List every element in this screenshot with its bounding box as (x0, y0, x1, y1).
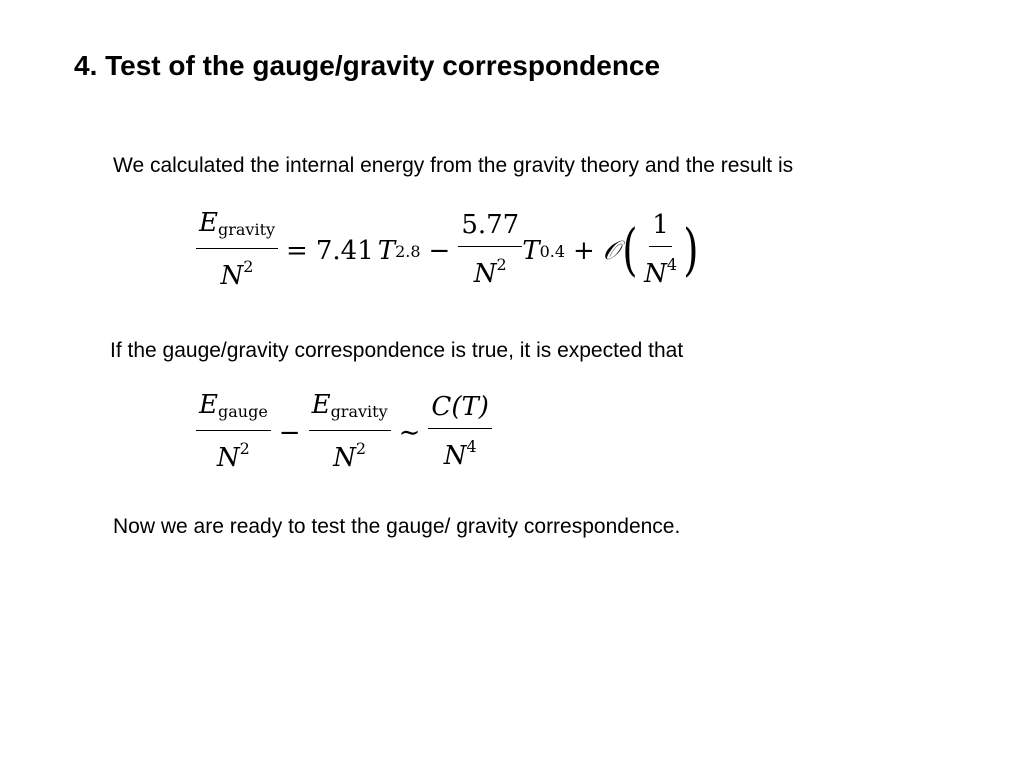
fraction-e-gravity-over-n2 (196, 208, 278, 294)
var-n: N (473, 259, 497, 289)
var-n: N (220, 261, 244, 291)
c-of-t: C(T) (431, 392, 489, 422)
fraction-5-77-over-n2 (458, 210, 522, 292)
subscript-gauge: gauge (217, 402, 268, 421)
slide-title: 4. Test of the gauge/gravity correspondence (74, 50, 661, 81)
exponent-0-4: 0.4 (539, 241, 566, 261)
equals-sign: = (286, 236, 308, 266)
exponent-2: 2 (243, 257, 254, 276)
subscript-gravity: gravity (330, 402, 388, 421)
equation-energy-gravity (196, 208, 702, 294)
plus-sign: + (573, 236, 595, 266)
equation-gauge-gravity-difference (196, 390, 492, 476)
fraction-ct-over-n4 (428, 392, 492, 474)
minus-sign: − (278, 418, 301, 448)
right-paren: ) (683, 218, 699, 283)
exponent-2-8: 2.8 (395, 241, 421, 261)
var-n: N (333, 443, 356, 473)
numerator-1: 1 (652, 210, 669, 240)
subscript-gravity: gravity (217, 220, 276, 239)
fraction-1-over-n4 (641, 210, 680, 292)
var-t: T (377, 236, 396, 266)
var-n: N (644, 259, 667, 289)
var-e: E (199, 208, 218, 238)
var-n: N (216, 443, 240, 473)
fraction-e-gravity-over-n2 (309, 390, 391, 476)
var-e: E (199, 390, 218, 420)
paragraph-ready-to-test: Now we are ready to test the gauge/ gravity correspondence. (113, 515, 681, 538)
var-e: E (311, 390, 331, 420)
var-n: N (443, 441, 467, 471)
paragraph-gravity-result: We calculated the internal energy from the gravity theory and the result is (113, 154, 794, 177)
var-t: T (522, 236, 540, 266)
exponent-2: 2 (355, 439, 367, 458)
big-o-symbol: 𝒪 (602, 235, 620, 266)
coefficient-5-77: 5.77 (461, 210, 520, 240)
tilde-similar-sign: ∼ (398, 418, 421, 448)
exponent-2: 2 (239, 439, 250, 458)
paragraph-expectation: If the gauge/gravity correspondence is true, it is expected that (110, 339, 684, 362)
coefficient-7-41: 7.41 (315, 236, 374, 266)
exponent-4: 4 (666, 255, 677, 274)
left-paren: ( (622, 218, 638, 283)
exponent-2: 2 (496, 255, 507, 274)
minus-sign: − (428, 236, 451, 266)
exponent-4: 4 (466, 437, 477, 456)
fraction-e-gauge-over-n2 (196, 390, 271, 476)
